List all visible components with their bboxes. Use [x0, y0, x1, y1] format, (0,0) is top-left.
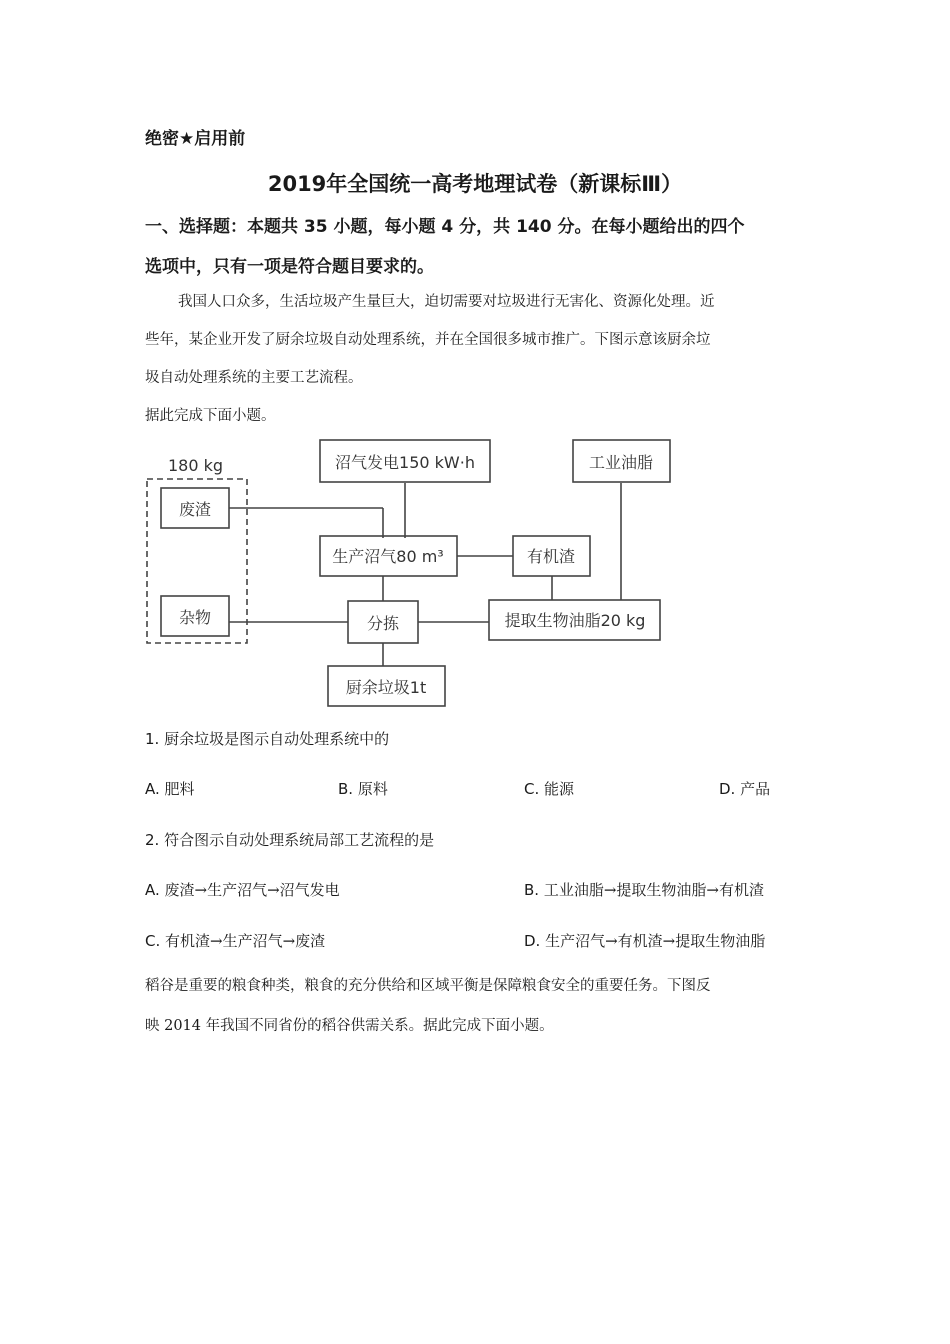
question-2: 2. 符合图示自动处理系统局部工艺流程的是 — [145, 831, 435, 849]
q1-option-a[interactable]: A. 肥料 — [145, 780, 195, 798]
q1-option-b[interactable]: B. 原料 — [338, 780, 388, 798]
page-title: 2019年全国统一高考地理试卷（新课标Ⅲ） — [267, 172, 683, 196]
q2-option-b[interactable]: B. 工业油脂→提取生物油脂→有机渣 — [524, 881, 764, 899]
passage1-line3: 圾自动处理系统的主要工艺流程。 — [145, 370, 363, 386]
q2-option-a[interactable]: A. 废渣→生产沼气→沼气发电 — [145, 881, 340, 899]
q2-option-d[interactable]: D. 生产沼气→有机渣→提取生物油脂 — [524, 932, 766, 950]
question-1: 1. 厨余垃圾是图示自动处理系统中的 — [145, 730, 390, 748]
passage1-line2: 些年，某企业开发了厨余垃圾自动处理系统，并在全国很多城市推广。下图示意该厨余垃 — [145, 332, 711, 348]
passage2-line1: 稻谷是重要的粮食种类，粮食的充分供给和区域平衡是保障粮食安全的重要任务。下图反 — [145, 978, 711, 994]
label-biooil: 提取生物油脂20 kg — [504, 611, 646, 630]
group-weight-label: 180 kg — [168, 456, 224, 475]
question-2-stem: 符合图示自动处理系统局部工艺流程的是 — [164, 831, 435, 849]
label-sundries: 杂物 — [178, 608, 212, 627]
passage2-line2: 映 2014 年我国不同省份的稻谷供需关系。据此完成下面小题。 — [145, 1018, 554, 1034]
q1-option-d[interactable]: D. 产品 — [719, 780, 771, 798]
label-residue: 废渣 — [178, 500, 212, 519]
q1-option-c[interactable]: C. 能源 — [524, 780, 575, 798]
label-sorting: 分拣 — [366, 614, 400, 633]
label-organic: 有机渣 — [526, 547, 576, 566]
section-heading-line1: 一、选择题：本题共 35 小题，每小题 4 分，共 140 分。在每小题给出的四个 — [145, 217, 745, 237]
q2-option-c[interactable]: C. 有机渣→生产沼气→废渣 — [145, 932, 326, 950]
passage1-line1: 我国人口众多，生活垃圾产生量巨大，迫切需要对垃圾进行无害化、资源化处理。近 — [178, 294, 715, 310]
secret-marking: 绝密★启用前 — [145, 129, 246, 149]
passage1-instruction: 据此完成下面小题。 — [145, 408, 276, 424]
label-power: 沼气发电150 kW·h — [335, 453, 475, 472]
label-industrial-oil: 工业油脂 — [588, 453, 654, 472]
label-kitchen-waste: 厨余垃圾1t — [345, 678, 427, 697]
label-biogas: 生产沼气80 m³ — [332, 547, 444, 566]
question-1-stem: 厨余垃圾是图示自动处理系统中的 — [164, 730, 390, 748]
section-heading-line2: 选项中，只有一项是符合题目要求的。 — [145, 257, 434, 277]
